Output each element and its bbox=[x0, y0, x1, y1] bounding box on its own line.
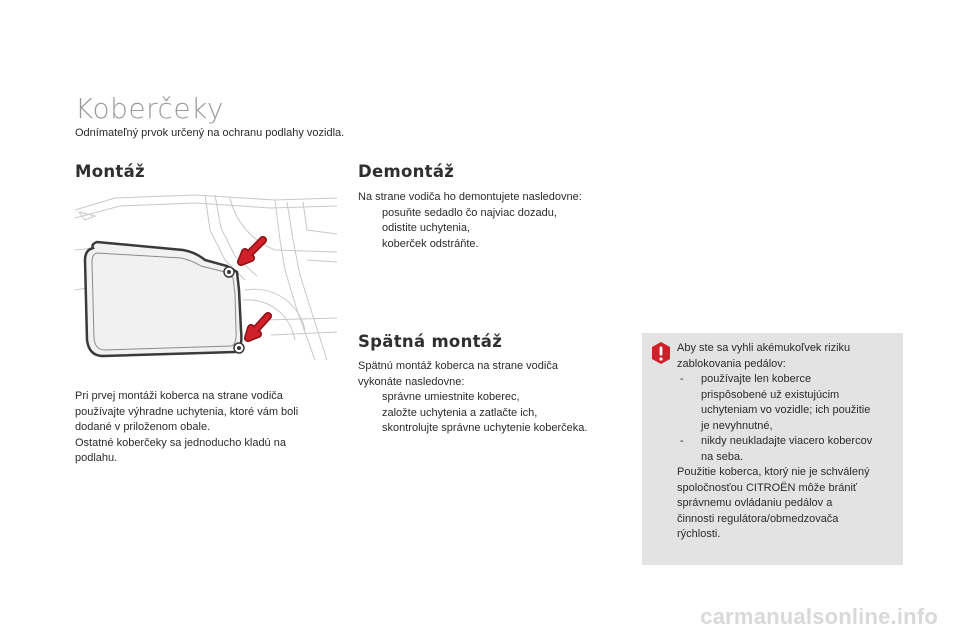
warning-box bbox=[642, 333, 903, 565]
list-item bbox=[358, 390, 628, 406]
fastener-lower bbox=[234, 343, 244, 353]
montaz-text bbox=[75, 389, 335, 467]
warning-line: prispôsobené už existujúcim bbox=[701, 388, 840, 401]
demontaz-steps bbox=[358, 206, 628, 253]
montaz-line: podlahu. bbox=[75, 452, 118, 464]
page-title: Koberčeky bbox=[75, 92, 224, 125]
list-item bbox=[677, 372, 893, 434]
list-item-text: odistite uchytenia, bbox=[382, 222, 471, 234]
list-item bbox=[677, 434, 893, 465]
list-item bbox=[358, 206, 628, 222]
heading-montaz: Montáž bbox=[75, 162, 145, 181]
list-item bbox=[358, 237, 628, 253]
warning-line: na seba. bbox=[701, 450, 744, 463]
floor-mat-illustration bbox=[75, 190, 337, 360]
warning-line: správnemu ovládaniu pedálov a bbox=[677, 497, 833, 509]
footer-watermark: carmanualsonline.info bbox=[700, 604, 938, 629]
warning-line: používajte len koberce bbox=[701, 373, 812, 385]
warning-intro bbox=[677, 341, 893, 372]
spatna-montaz-steps bbox=[358, 390, 628, 437]
page-subtitle: Odnímateľný prvok určený na ochranu podlahy vozidla. bbox=[75, 127, 345, 139]
warning-line: uchyteniam vo vozidle; ich použitie bbox=[701, 404, 871, 416]
warning-items bbox=[677, 372, 893, 465]
warning-line: Použitie koberca, ktorý nie je schválený bbox=[677, 466, 870, 478]
montaz-line: používajte výhradne uchytenia, ktoré vám boli bbox=[75, 405, 299, 418]
floor-mat-outline bbox=[85, 242, 241, 356]
warning-line: nikdy neukladajte viacero kobercov bbox=[701, 435, 873, 447]
dash-marker: - bbox=[680, 435, 684, 447]
montaz-line: Ostatné koberčeky sa jednoducho kladú na bbox=[75, 436, 286, 449]
spatna-intro: vykonáte nasledovne: bbox=[358, 375, 465, 388]
warning-outro bbox=[677, 465, 893, 543]
spatna-montaz-text bbox=[358, 359, 628, 437]
warning-line: zablokovania pedálov: bbox=[677, 357, 786, 370]
warning-line: je nevyhnutné, bbox=[701, 419, 773, 432]
list-item-text: posuňte sedadlo čo najviac dozadu, bbox=[382, 206, 557, 219]
list-item-text: založte uchytenia a zatlačte ich, bbox=[382, 406, 538, 419]
floor-mat-drawing bbox=[75, 190, 337, 360]
heading-spatna-montaz: Spätná montáž bbox=[358, 332, 503, 351]
spatna-intro: Spätnú montáž koberca na strane vodiča bbox=[358, 360, 558, 372]
dash-marker: - bbox=[680, 373, 684, 385]
heading-demontaz: Demontáž bbox=[358, 162, 455, 181]
list-item bbox=[358, 421, 628, 437]
montaz-line: Pri prvej montáži koberca na strane vodiča bbox=[75, 390, 283, 402]
montaz-line: dodané v priloženom obale. bbox=[75, 421, 211, 433]
list-item-text: koberček odstráňte. bbox=[382, 237, 479, 250]
red-arrow-lower bbox=[248, 316, 268, 338]
warning-line: činnosti regulátora/obmedzovača bbox=[677, 512, 839, 525]
demontaz-intro: Na strane vodiča ho demontujete nasledovne: bbox=[358, 191, 582, 203]
warning-line: spoločnosťou CITROËN môže brániť bbox=[677, 481, 858, 494]
list-item bbox=[358, 406, 628, 422]
warning-line: rýchlosti. bbox=[677, 528, 721, 540]
red-arrow-upper bbox=[241, 240, 263, 262]
list-item-text: skontrolujte správne uchytenie koberčeka. bbox=[382, 422, 588, 434]
fastener-upper bbox=[224, 267, 234, 277]
list-item bbox=[358, 221, 628, 237]
warning-exclamation-icon bbox=[650, 341, 672, 365]
demontaz-text bbox=[358, 190, 628, 252]
warning-line: Aby ste sa vyhli akémukoľvek riziku bbox=[677, 342, 851, 354]
list-item-text: správne umiestnite koberec, bbox=[382, 391, 520, 403]
